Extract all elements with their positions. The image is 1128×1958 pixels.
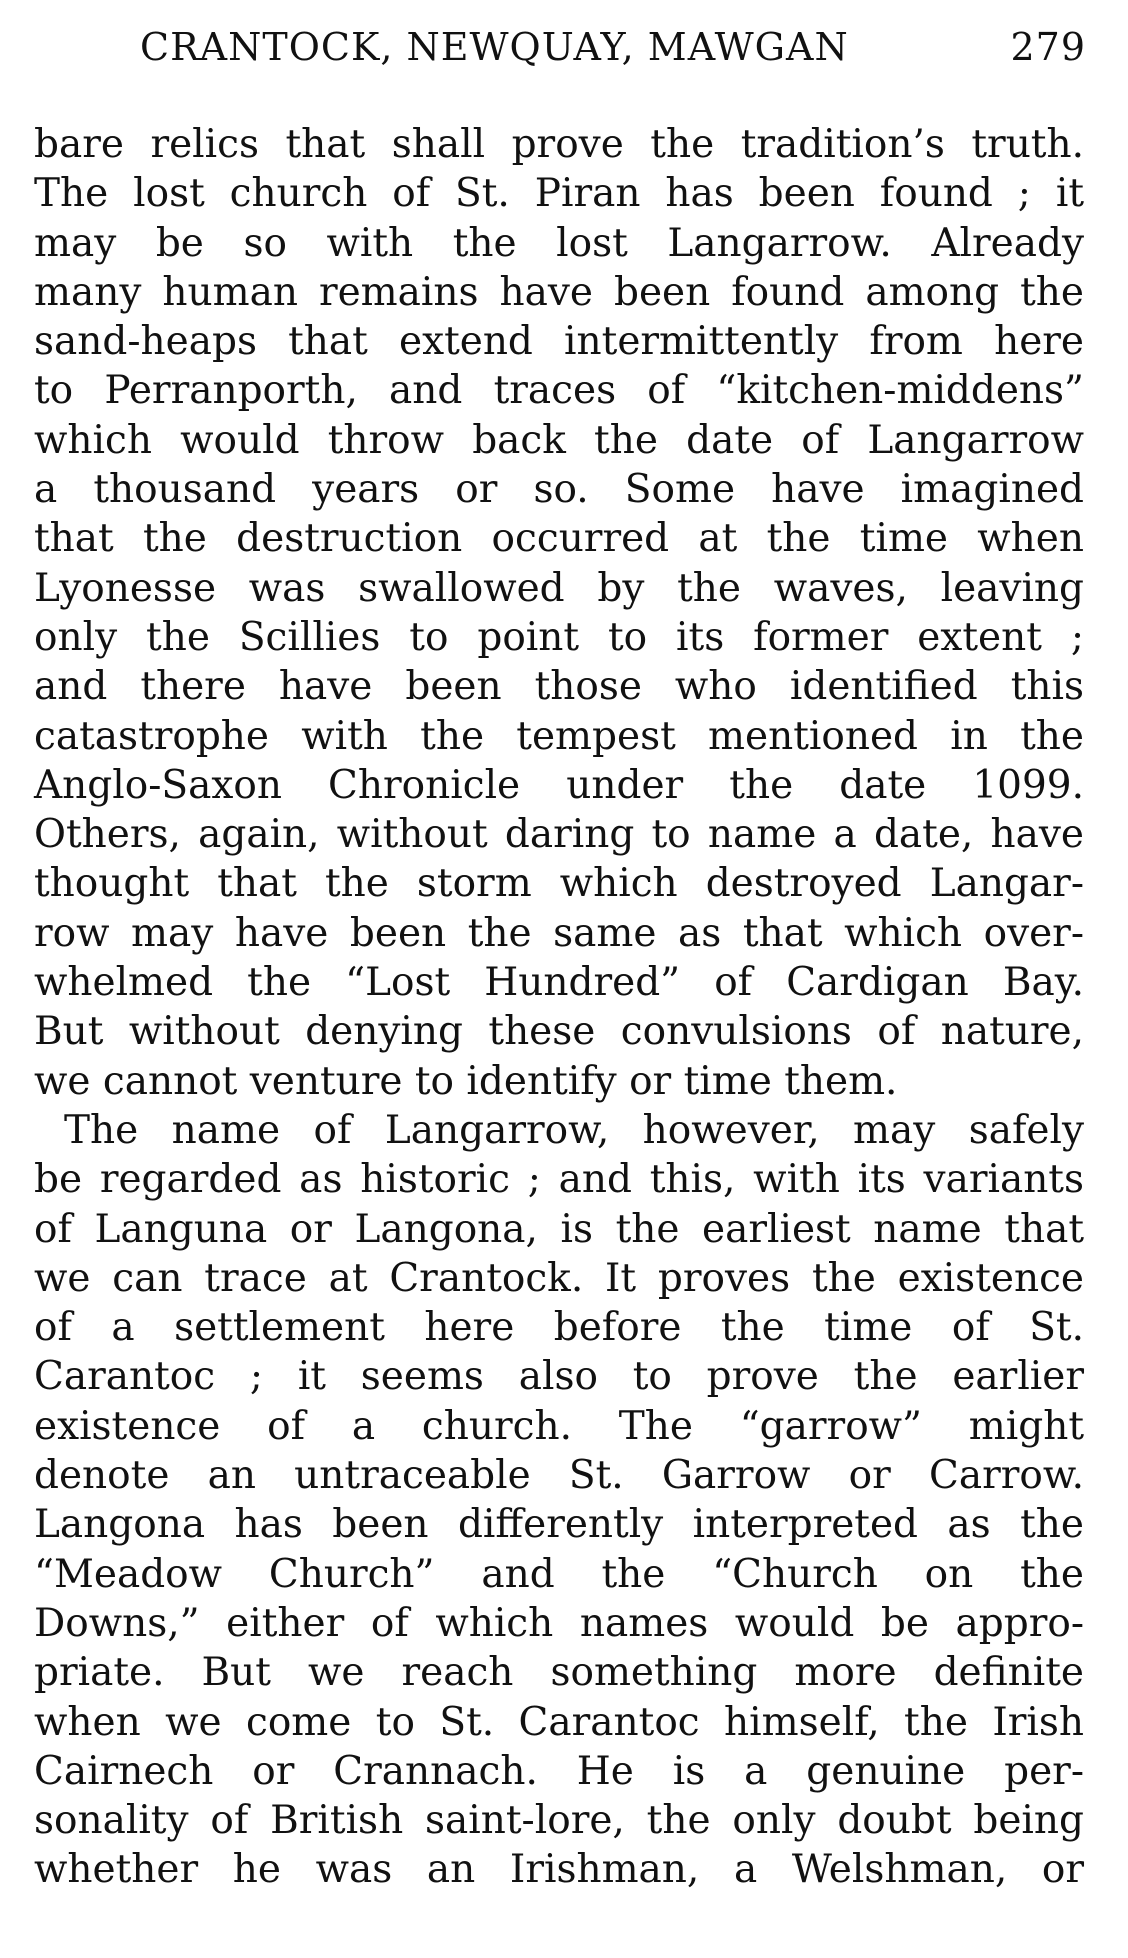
running-head — [140, 22, 1086, 72]
running-head-title: CRANTOCK, NEWQUAY, MAWGAN — [140, 25, 849, 69]
page-number: 279 — [1010, 25, 1086, 69]
paragraph-1 — [34, 120, 1084, 1106]
text-line: But without denying these convulsions of nature, — [34, 1009, 1084, 1055]
text-line: only the Scillies to point to its former extent ; — [34, 614, 1084, 660]
text-line: we can trace at Crantock. It proves the existence — [34, 1255, 1084, 1301]
text-line: when we come to St. Carantoc himself, the Irish — [34, 1699, 1084, 1745]
text-line: of a settlement here before the time of St. — [34, 1305, 1084, 1351]
text-line: Cairnech or Crannach. He is a genuine per- — [34, 1748, 1084, 1794]
text-line: The lost church of St. Piran has been found ; it — [34, 171, 1084, 217]
text-line: Carantoc ; it seems also to prove the earlier — [34, 1354, 1084, 1400]
text-line: Others, again, without daring to name a date, have — [34, 812, 1084, 858]
text-line: catastrophe with the tempest mentioned in the — [34, 713, 1084, 759]
text-line: “Meadow Church” and the “Church on the — [34, 1551, 1084, 1597]
text-line: Anglo-Saxon Chronicle under the date 1099. — [34, 762, 1084, 808]
text-line: whelmed the “Lost Hundred” of Cardigan Bay. — [34, 960, 1084, 1006]
text-line: Lyonesse was swallowed by the waves, leaving — [34, 565, 1084, 611]
text-line: Langona has been differently interpreted as the — [34, 1502, 1084, 1548]
text-line: which would throw back the date of Langarrow — [34, 417, 1084, 463]
text-line: we cannot venture to identify or time them. — [34, 1058, 898, 1104]
text-line: existence of a church. The “garrow” might — [34, 1403, 1084, 1449]
paragraph-2 — [34, 1106, 1084, 1895]
text-line: sand-heaps that extend intermittently from here — [34, 319, 1084, 365]
text-line: many human remains have been found among the — [34, 269, 1084, 315]
text-line: and there have been those who identified this — [34, 664, 1084, 710]
text-line: be regarded as historic ; and this, with its variants — [34, 1157, 1084, 1203]
text-line: The name of Langarrow, however, may safely — [64, 1107, 1084, 1153]
text-line: priate. But we reach something more definite — [34, 1650, 1084, 1696]
text-line: row may have been the same as that which over- — [34, 910, 1084, 956]
text-line: of Languna or Langona, is the earliest name that — [34, 1206, 1084, 1252]
text-line: bare relics that shall prove the tradition’s truth. — [34, 122, 1084, 167]
text-line: to Perranporth, and traces of “kitchen-middens” — [34, 368, 1084, 414]
text-line: sonality of British saint-lore, the only doubt being — [34, 1798, 1084, 1844]
text-line: whether he was an Irishman, a Welshman, or — [34, 1847, 1084, 1893]
body-text — [34, 120, 1084, 1895]
text-line: a thousand years or so. Some have imagined — [34, 467, 1084, 513]
text-line: that the destruction occurred at the time when — [34, 516, 1084, 562]
text-line: denote an untraceable St. Garrow or Carrow. — [34, 1453, 1084, 1499]
text-line: thought that the storm which destroyed Langar- — [34, 861, 1084, 907]
text-line: Downs,” either of which names would be appro- — [34, 1600, 1084, 1646]
text-line: may be so with the lost Langarrow. Already — [34, 220, 1084, 266]
